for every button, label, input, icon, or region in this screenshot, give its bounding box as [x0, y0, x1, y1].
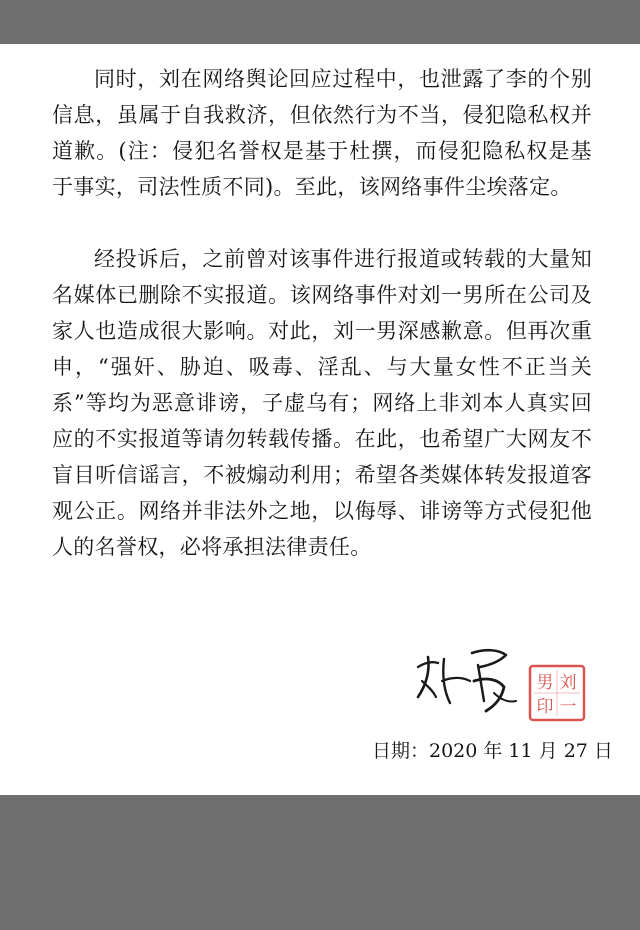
paragraph-privacy-apology: 同时，刘在网络舆论回应过程中，也泄露了李的个别信息，虽属于自我救济，但依然行为不当，侵犯隐私权并道歉。(注：侵犯名誉权是基于杜撰，而侵犯隐私权是基于事实，司法性质不同)。至此，该网络事件尘埃落定。 [52, 67, 592, 199]
document-page [0, 44, 640, 795]
top-frame-bar [0, 0, 640, 44]
svg-text:刘: 刘 [559, 673, 577, 693]
document-date: 日期：2020 年 11 月 27 日 [372, 740, 613, 762]
svg-text:印: 印 [536, 697, 554, 717]
handwritten-signature [404, 637, 528, 717]
red-name-seal [528, 664, 586, 722]
paragraph-media-statement: 经投诉后，之前曾对该事件进行报道或转载的大量知名媒体已删除不实报道。该网络事件对刘一男所在公司及家人也造成很大影响。对此，刘一男深感歉意。但再次重申，“强奸、胁迫、吸毒、淫乱、与大量女性不正当关系”等均为恶意诽谤，子虚乌有；网络上非刘本人真实回应的不实报道等请勿转载传播。在此，也希望广大网友不盲目听信谣言，不被煽动利用；希望各类媒体转发报道客观公正。网络并非法外之地，以侮辱、诽谤等方式侵犯他人的名誉权，必将承担法律责任。 [52, 247, 592, 559]
svg-text:男: 男 [536, 673, 554, 693]
svg-text:一: 一 [559, 697, 577, 717]
bottom-frame-bar [0, 795, 640, 930]
